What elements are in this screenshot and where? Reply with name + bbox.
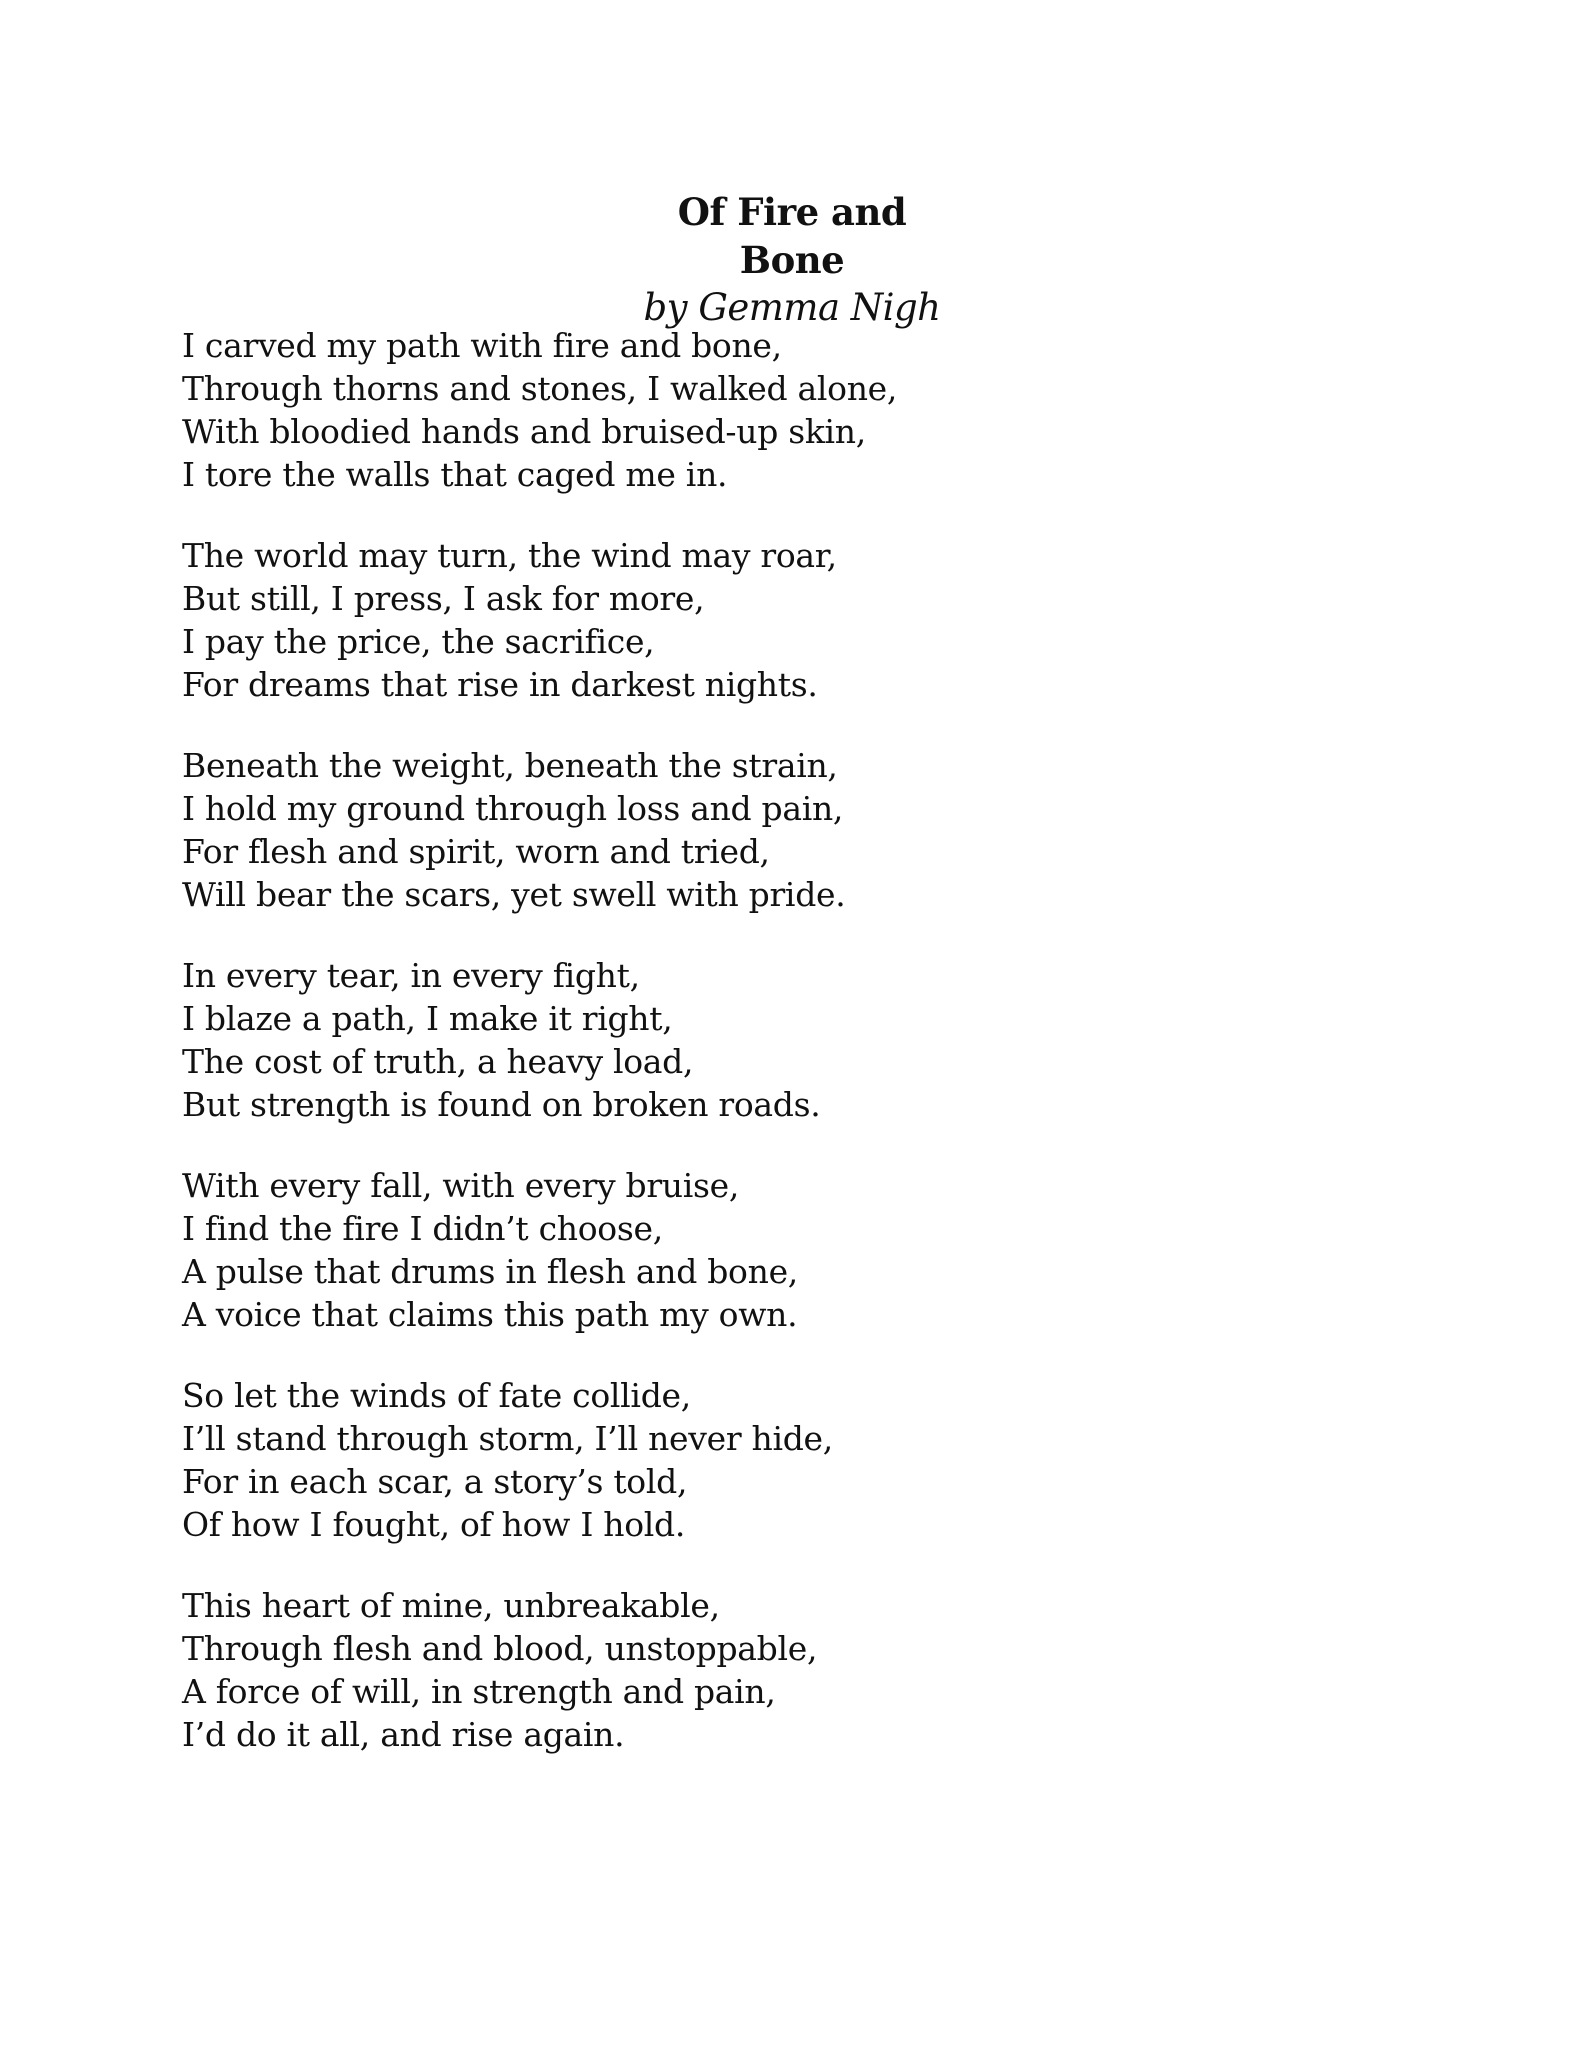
- stanza-2: [182, 534, 1082, 706]
- poem-line: The world may turn, the wind may roar,: [182, 536, 837, 575]
- stanza-7: [182, 1584, 1082, 1756]
- poem-author: by Gemma Nigh: [643, 286, 941, 329]
- poem-line: I tore the walls that caged me in.: [182, 455, 728, 494]
- poem-line: With every fall, with every bruise,: [182, 1166, 740, 1205]
- poem-line: Through thorns and stones, I walked alone,: [182, 369, 898, 408]
- poem-line: With bloodied hands and bruised-up skin,: [182, 412, 866, 451]
- poem-line: I carved my path with fire and bone,: [182, 326, 782, 365]
- poem-body: [182, 324, 1082, 1794]
- poem-line: In every tear, in every fight,: [182, 956, 640, 995]
- poem-line: I pay the price, the sacrifice,: [182, 622, 655, 661]
- poem-line: But strength is found on broken roads.: [182, 1085, 821, 1124]
- poem-line: Through flesh and blood, unstoppable,: [182, 1629, 818, 1668]
- poem-line: I find the fire I didn’t choose,: [182, 1209, 663, 1248]
- poem-line: For dreams that rise in darkest nights.: [182, 665, 818, 704]
- poem-line: Of how I fought, of how I hold.: [182, 1505, 686, 1544]
- poem-line: For flesh and spirit, worn and tried,: [182, 832, 770, 871]
- poem-line: So let the winds of fate collide,: [182, 1376, 691, 1415]
- poem-header: [620, 188, 964, 332]
- poem-line: A force of will, in strength and pain,: [182, 1672, 776, 1711]
- poem-line: For in each scar, a story’s told,: [182, 1462, 688, 1501]
- stanza-5: [182, 1164, 1082, 1336]
- poem-title: Of Fire and Bone: [677, 190, 907, 282]
- poem-line: A voice that claims this path my own.: [182, 1295, 798, 1334]
- poem-line: Beneath the weight, beneath the strain,: [182, 746, 838, 785]
- poem-line: But still, I press, I ask for more,: [182, 579, 705, 618]
- poem-line: I’ll stand through storm, I’ll never hide,: [182, 1419, 833, 1458]
- stanza-4: [182, 954, 1082, 1126]
- poem-line: I’d do it all, and rise again.: [182, 1715, 625, 1754]
- stanza-1: [182, 324, 1082, 496]
- stanza-6: [182, 1374, 1082, 1546]
- poem-line: A pulse that drums in flesh and bone,: [182, 1252, 798, 1291]
- poem-line: Will bear the scars, yet swell with pride.: [182, 875, 846, 914]
- stanza-3: [182, 744, 1082, 916]
- poem-line: I blaze a path, I make it right,: [182, 999, 673, 1038]
- poem-line: This heart of mine, unbreakable,: [182, 1586, 720, 1625]
- poem-line: The cost of truth, a heavy load,: [182, 1042, 694, 1081]
- poem-line: I hold my ground through loss and pain,: [182, 789, 844, 828]
